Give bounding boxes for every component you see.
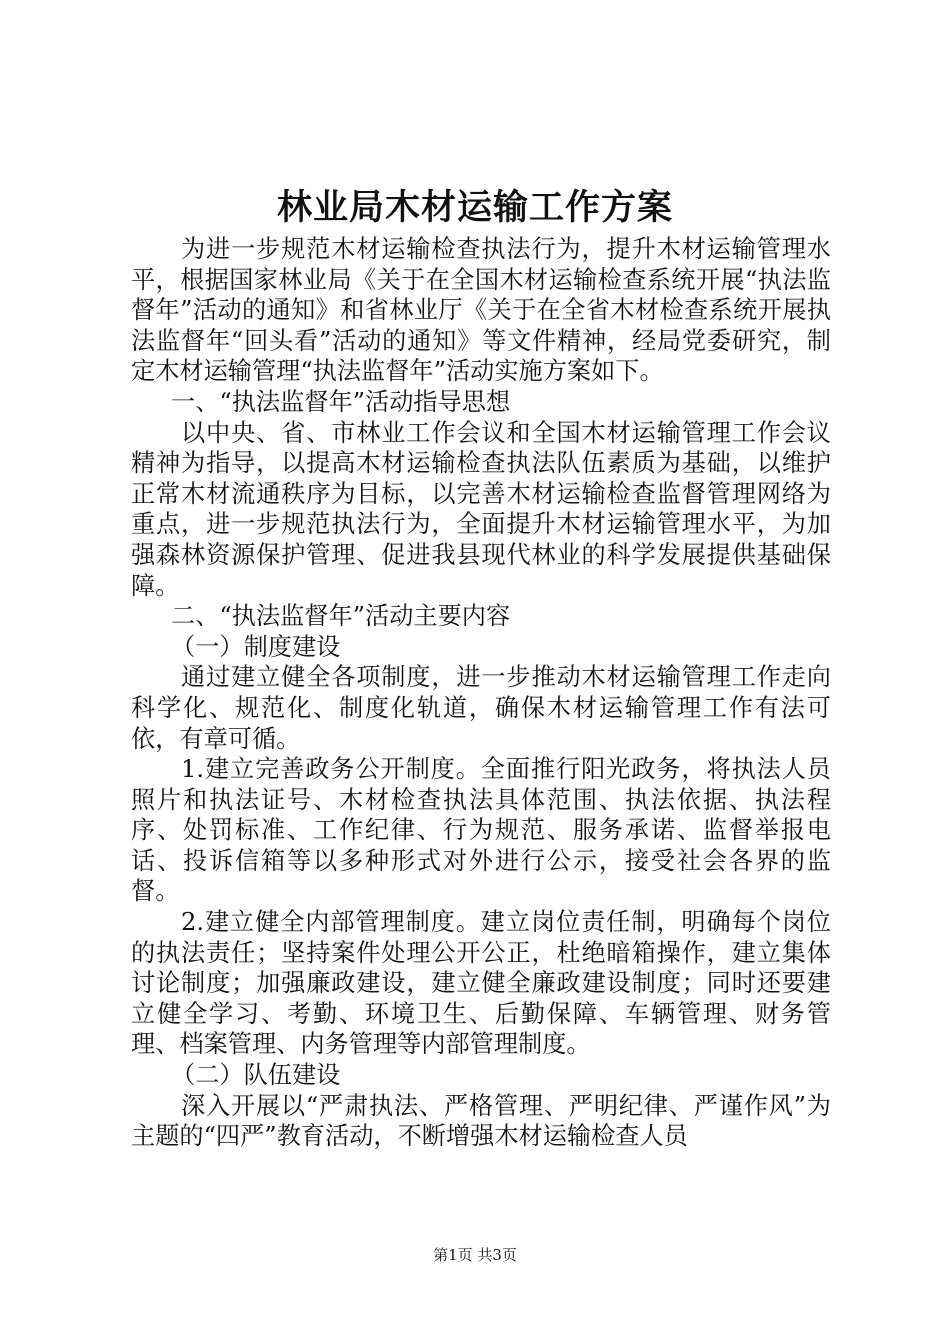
page-footer: 第1页 共3页 (433, 1246, 517, 1264)
intro-paragraph: 为进一步规范木材运输检查执法行为，提升木材运输管理水平，根据国家林业局《关于在全国木材运输检查系统开展“执法监督年”活动的通知》和省林业厅《关于在全省木材检查系统开展执法监督年“回头看”活动的通知》等文件精神，经局党委研究，制定木材运输管理“执法监督年”活动实施方案如下。 (131, 235, 831, 386)
team-building-paragraph: 深入开展以“严肃执法、严格管理、严明纪律、严谨作风”为主题的“四严”教育活动，不断增强木材运输检查人员 (131, 1091, 831, 1151)
section-heading-1: 一、“执法监督年”活动指导思想 (171, 387, 511, 416)
item-1-paragraph: 1.建立完善政务公开制度。全面推行阳光政务，将执法人员照片和执法证号、木材检查执法具体范围、执法依据、执法程序、处罚标准、工作纪律、行为规范、服务承诺、监督举报电话、投诉信箱等以多种形式对外进行公示，接受社会各界的监督。 (131, 755, 831, 906)
item-2-paragraph: 2.建立健全内部管理制度。建立岗位责任制，明确每个岗位的执法责任；坚持案件处理公开公正，杜绝暗箱操作，建立集体讨论制度；加强廉政建设，建立健全廉政建设制度；同时还要建立健全学习、考勤、环境卫生、后勤保障、车辆管理、财务管理、档案管理、内务管理等内部管理制度。 (131, 908, 831, 1059)
subsection-heading-1: （一）制度建设 (171, 632, 341, 661)
guiding-ideology-paragraph: 以中央、省、市林业工作会议和全国木材运输管理工作会议精神为指导，以提高木材运输检查执法队伍素质为基础，以维护正常木材流通秩序为目标，以完善木材运输检查监督管理网络为重点，进一步规范执法行为，全面提升木材运输管理水平，为加强森林资源保护管理、促进我县现代林业的科学发展提供基础保障。 (131, 418, 831, 600)
subsection-heading-2: （二）队伍建设 (171, 1061, 341, 1090)
section-heading-2: 二、“执法监督年”活动主要内容 (171, 602, 511, 631)
document-body (131, 234, 831, 1152)
system-building-paragraph: 通过建立健全各项制度，进一步推动木材运输管理工作走向科学化、规范化、制度化轨道，确保木材运输管理工作有法可依，有章可循。 (131, 663, 831, 753)
document-title: 林业局木材运输工作方案 (276, 187, 673, 228)
